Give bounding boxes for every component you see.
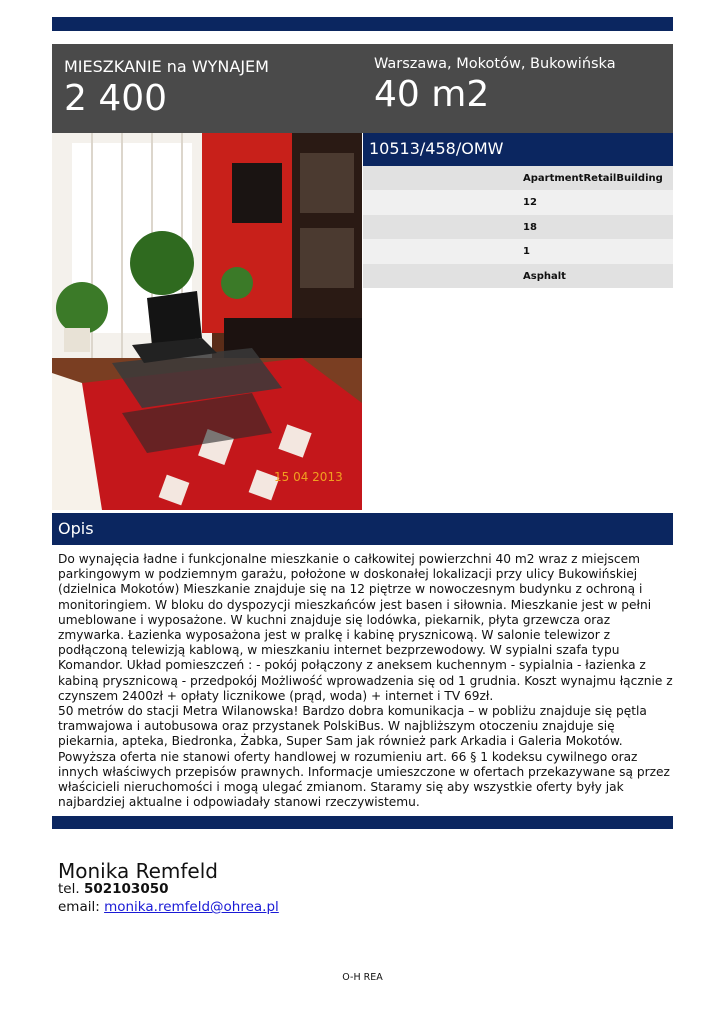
listing-type: MIESZKANIE na WYNAJEM xyxy=(64,57,269,76)
description-paragraph: 50 metrów do stacji Metra Wilanowska! Bardzo dobra komunikacja – w pobliżu znajduje się pętla tramwajowa i autobusowa oraz przystanek PolskiBus. W najbliższym otoczeniu znajduje się piekarnia, apteka, Biedronka, Żabka, Super Sam jak również park Arkadia i Galeria Mokotów. Powyższa oferta nie stanowi oferty handlowej w rozumieniu art. 66 § 1 kodeksu cywilnego oraz innych właściwych przepisów prawnych. Informacje umieszczone w ofertach przekazywane są przez właścicieli nieruchomości i mogą ulegać zmianom. Staramy się aby wszystkie oferty były jak najbardziej aktualne i odpowiadały stanowi rzeczywistemu. xyxy=(58,704,670,810)
top-divider-bar xyxy=(52,17,673,31)
agent-phone xyxy=(58,881,169,897)
phone-number: 502103050 xyxy=(83,881,169,897)
property-table xyxy=(363,166,673,288)
property-row xyxy=(363,190,673,214)
listing-location: Warszawa, Mokotów, Bukowińska xyxy=(374,56,616,72)
property-row xyxy=(363,264,673,288)
listing-price: 2 400 xyxy=(64,78,168,119)
listing-area: 40 m2 xyxy=(374,74,490,115)
reference-number-bar xyxy=(363,133,673,166)
property-row xyxy=(363,215,673,239)
apartment-photo xyxy=(52,133,362,510)
property-value: Asphalt xyxy=(523,270,566,282)
footer-agency: O-H REA xyxy=(342,972,383,983)
photo-date-stamp: 15 04 2013 xyxy=(274,470,343,484)
description-heading: Opis xyxy=(58,519,94,538)
email-link[interactable]: monika.remfeld@ohrea.pl xyxy=(104,899,279,915)
property-value: 1 xyxy=(523,246,530,258)
email-label: email: xyxy=(58,899,100,915)
property-value: ApartmentRetailBuilding xyxy=(523,173,663,184)
description-text xyxy=(58,552,673,810)
property-row xyxy=(363,239,673,263)
property-value: 18 xyxy=(523,221,537,233)
agent-name: Monika Remfeld xyxy=(58,859,218,883)
phone-label: tel. xyxy=(58,881,80,897)
description-paragraph: Do wynajęcia ładne i funkcjonalne mieszkanie o całkowitej powierzchni 40 m2 wraz z miejscem parkingowym w podziemnym garażu, położone w doskonałej lokalizacji przy ulicy Bukowińskiej (dzielnica Mokotów) Mieszkanie znajduje się na 12 piętrze w nowoczesnym budynku z ochroną i monitoringiem. W bloku do dyspozycji mieszkańców jest basen i siłownia. Mieszkanie jest w pełni umeblowane i wyposażone. W kuchni znajduje się lodówka, piekarnik, płyta grzewcza oraz zmywarka. Łazienka wyposażona jest w pralkę i kabinę prysznicową. W salonie telewizor z podłączoną telewizją kablową, w mieszkaniu internet bezprzewodowy. W sypialni szafa typu Komandor. Układ pomieszczeń : - pokój połączony z aneksem kuchennym - sypialnia - łazienka z kabiną prysznicową - przedpokój Możliwość wprowadzenia się od 1 grudnia. Koszt wynajmu łącznie z czynszem 2400zł + opłaty licznikowe (prąd, woda) + internet i TV 69zł. xyxy=(58,552,673,703)
agent-email xyxy=(58,899,279,915)
bottom-divider-bar xyxy=(52,816,673,829)
property-row xyxy=(363,166,673,190)
reference-number: 10513/458/OMW xyxy=(369,139,504,158)
property-value: 12 xyxy=(523,197,537,209)
listing-header xyxy=(52,44,673,133)
description-heading-bar xyxy=(52,513,673,545)
